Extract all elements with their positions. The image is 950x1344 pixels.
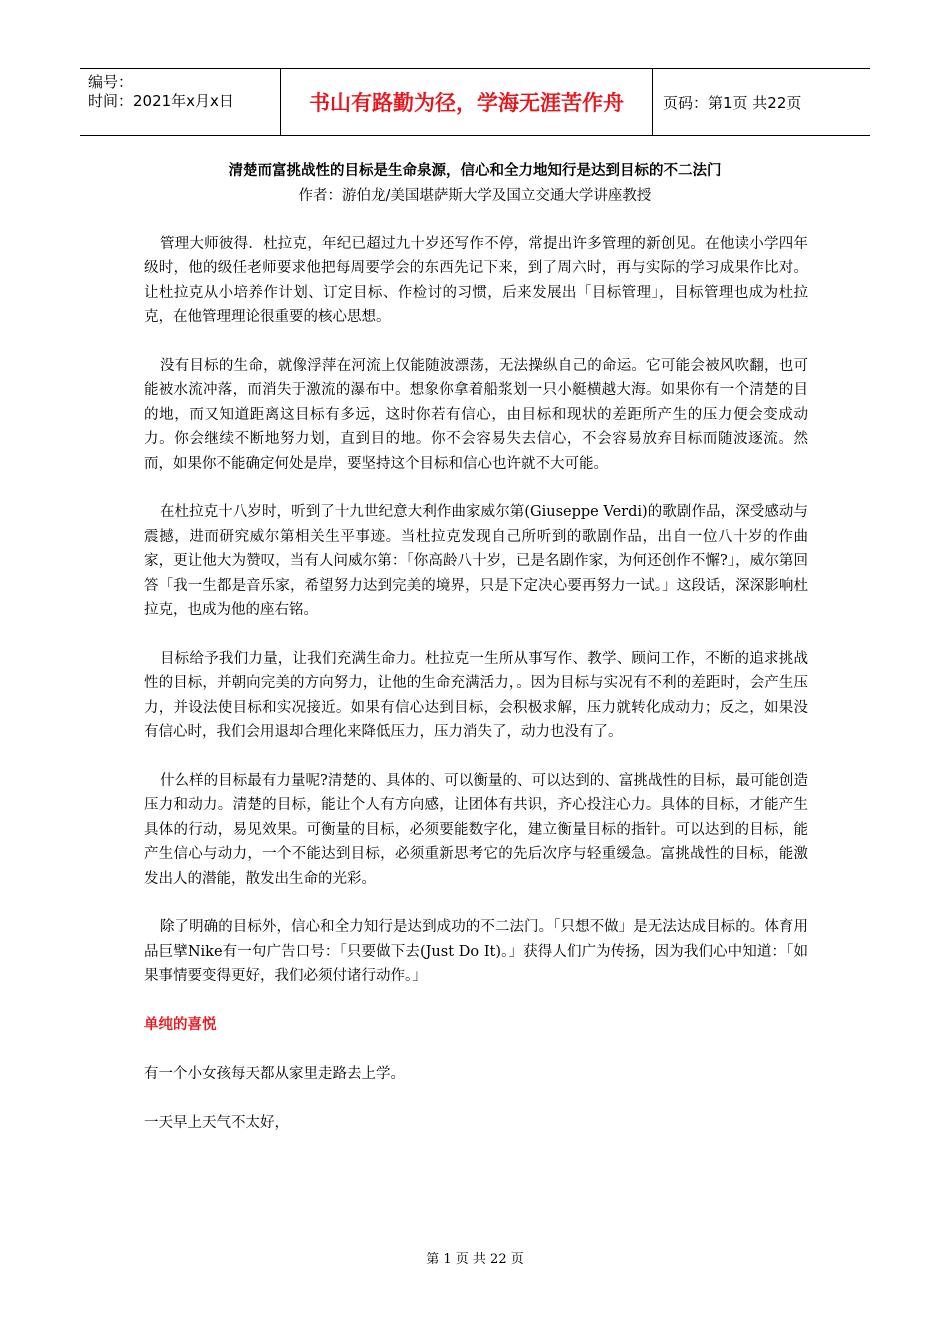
document-time-label: 时间：2021年x月x日 bbox=[88, 92, 234, 110]
article-body bbox=[144, 232, 808, 1159]
article-title: 清楚而富挑战性的目标是生命泉源，信心和全力地知行是达到目标的不二法门 bbox=[228, 163, 722, 179]
page-footer: 第 1 页 共 22 页 bbox=[426, 1252, 524, 1267]
paragraph: 管理大师彼得．杜拉克，年纪已超过九十岁还写作不停，常提出许多管理的新创见。在他读小学四年级时，他的级任老师要求他把每周要学会的东西先记下来，到了周六时，再与实际的学习成果作比对。让杜拉克从小培养作计划、订定目标、作检讨的习惯，后来发展出「目标管理」，目标管理也成为杜拉克，在他管理理论很重要的核心思想。 bbox=[144, 236, 808, 326]
header-motto: 书山有路勤为径，学海无涯苦作舟 bbox=[281, 69, 653, 135]
document-number-label: 编号： bbox=[88, 73, 134, 91]
document-header bbox=[80, 68, 870, 136]
paragraph: 没有目标的生命，就像浮萍在河流上仅能随波漂荡，无法操纵自己的命运。它可能会被风吹翻，也可能被水流冲落，而消失于激流的瀑布中。想象你拿着船浆划一只小艇横越大海。如果你有一个清楚的目的地，而又知道距离这目标有多远，这时你若有信心，由目标和现状的差距所产生的压力便会变成动力。你会继续不断地努力划，直到目的地。你不会容易失去信心，不会容易放弃目标而随波逐流。然而，如果你不能确定何处是岸，要坚持这个目标和信心也许就不大可能。 bbox=[144, 358, 808, 472]
paragraph: 除了明确的目标外，信心和全力知行是达到成功的不二法门。「只想不做」是无法达成目标的。体育用品巨擘Nike有一句广告口号：「只要做下去(Just Do It)。」获得人们广为传扬，因为我们心中知道：「如果事情要变得更好，我们必须付诸行动作。」 bbox=[144, 919, 808, 985]
paragraph: 一天早上天气不太好， bbox=[144, 1114, 289, 1131]
header-page-info: 页码：第1页 共22页 bbox=[663, 93, 802, 112]
article-author: 作者：游伯龙/美国堪萨斯大学及国立交通大学讲座教授 bbox=[298, 188, 652, 204]
paragraph: 在杜拉克十八岁时，听到了十九世纪意大利作曲家威尔第(Giuseppe Verdi)的歌剧作品，深受感动与震撼，进而研究威尔第相关生平事迹。当杜拉克发现自己所听到的歌剧作品，出自一位八十岁的作曲家，更让他大为赞叹，当有人问威尔第：「你高龄八十岁，已是名剧作家，为何还创作不懈?」，威尔第回答「我一生都是音乐家，希望努力达到完美的境界，只是下定决心要再努力一试。」这段话，深深影响杜拉克，也成为他的座右铭。 bbox=[144, 504, 808, 619]
paragraph: 目标给予我们力量，让我们充满生命力。杜拉克一生所从事写作、教学、顾问工作，不断的追求挑战性的目标，并朝向完美的方向努力，让他的生命充满活力，。因为目标与实况有不利的差距时，会产生压力，并设法使目标和实况接近。如果有信心达到目标，会积极求解，压力就转化成动力；反之，如果没有信心时，我们会用退却合理化来降低压力，压力消失了，动力也没有了。 bbox=[144, 650, 808, 741]
header-meta bbox=[80, 69, 281, 135]
paragraph: 有一个小女孩每天都从家里走路去上学。 bbox=[144, 1065, 405, 1082]
section-heading: 单纯的喜悦 bbox=[144, 1016, 217, 1033]
paragraph: 什么样的目标最有力量呢?清楚的、具体的、可以衡量的、可以达到的、富挑战性的目标，最可能创造压力和动力。清楚的目标，能让个人有方向感，让团体有共识，齐心投注心力。具体的目标，才能产生具体的行动，易见效果。可衡量的目标，必须要能数字化，建立衡量目标的指针。可以达到的目标，能产生信心与动力，一个不能达到目标，必须重新思考它的先后次序与轻重缓急。富挑战性的目标，能激发出人的潜能，散发出生命的光彩。 bbox=[144, 772, 808, 887]
